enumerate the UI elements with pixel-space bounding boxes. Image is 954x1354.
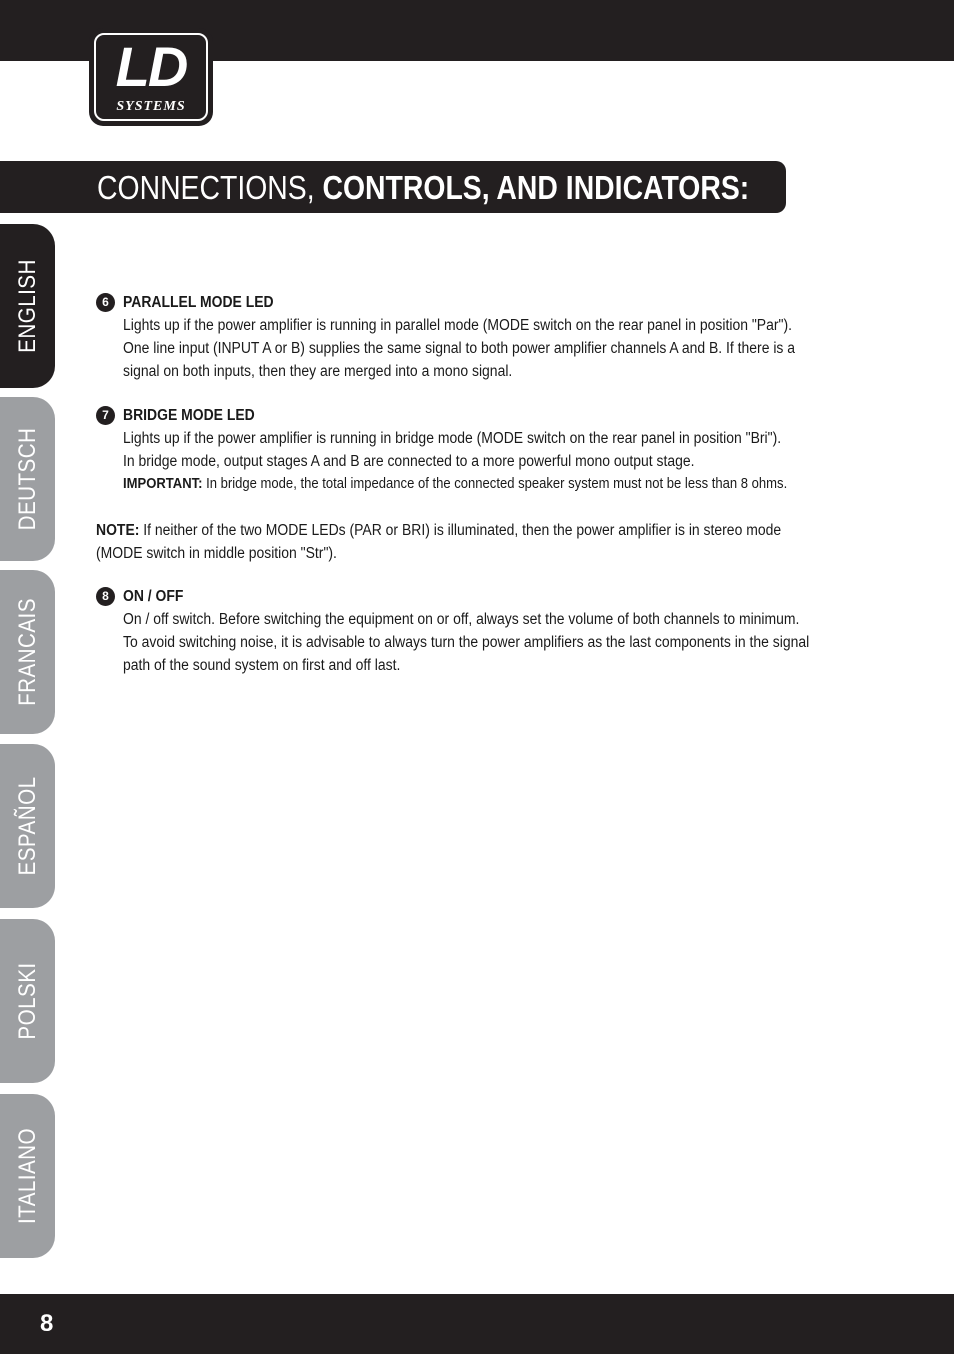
page-number: 8 [40,1310,54,1337]
tab-espanol-label: ESPAÑOL [13,776,41,876]
note-line-1 [96,519,789,542]
number-badge-6: 6 [96,293,115,312]
section-heading [96,584,866,608]
tab-polski[interactable] [0,919,55,1083]
tab-italiano[interactable] [0,1094,55,1258]
tab-english[interactable] [0,224,55,388]
important-line [123,473,792,496]
body-line: path of the sound system on first and off last. [123,657,401,674]
page-title-light: CONNECTIONS, [97,169,323,206]
number-badge-7: 7 [96,406,115,425]
tab-deutsch[interactable] [0,397,55,561]
note-label: NOTE: [96,522,140,539]
tab-italiano-label: ITALIANO [13,1128,41,1224]
body-line: On / off switch. Before switching the equipment on or off, always set the volume of both channels to minimum. [123,611,800,628]
section-body [123,314,866,383]
section-title-bar [0,161,786,213]
section-title: ON / OFF [123,587,184,605]
tab-espanol[interactable] [0,744,55,908]
important-text: In bridge mode, the total impedance of the connected speaker system must not be less than 8 ohms. [202,476,788,492]
logo-ld-text: LD [115,35,187,98]
note-block [96,519,866,565]
body-line: In bridge mode, output stages A and B are connected to a more powerful mono output stage. [123,453,695,470]
number-badge-8: 8 [96,587,115,606]
footer-bar [0,1294,954,1354]
note-text: If neither of the two MODE LEDs (PAR or BRI) is illuminated, then the power amplifier is in stereo mode [139,522,782,539]
page-title-bold: CONTROLS, AND INDICATORS: [322,169,750,206]
body-line: Lights up if the power amplifier is running in parallel mode (MODE switch on the rear panel in position "Par"). [123,317,792,334]
section-parallel-mode-led [96,290,866,383]
section-heading [96,290,866,314]
important-label: IMPORTANT: [123,476,203,492]
logo-frame [94,33,208,121]
page-title [97,161,749,213]
section-heading [96,403,866,427]
section-title: BRIDGE MODE LED [123,406,255,424]
tab-english-label: ENGLISH [13,259,41,353]
logo-systems-text: SYSTEMS [116,99,186,114]
section-title: PARALLEL MODE LED [123,293,274,311]
body-line: To avoid switching noise, it is advisable to always turn the power amplifiers as the last components in the signal [123,634,810,651]
note-line-2: (MODE switch in middle position "Str"). [96,545,337,562]
main-content [96,290,866,677]
section-bridge-mode-led [96,403,866,496]
tab-polski-label: POLSKI [13,962,41,1040]
tab-francais[interactable] [0,570,55,734]
section-body [123,427,866,496]
tab-francais-label: FRANCAIS [13,598,41,706]
body-line: signal on both inputs, then they are merged into a mono signal. [123,363,513,380]
body-line: Lights up if the power amplifier is running in bridge mode (MODE switch on the rear panel in position "Bri"). [123,430,782,447]
tab-deutsch-label: DEUTSCH [13,427,41,531]
section-body [123,608,866,677]
ld-systems-logo [89,28,213,126]
section-on-off [96,584,866,677]
body-line: One line input (INPUT A or B) supplies the same signal to both power amplifier channels A and B. If there is a [123,340,796,357]
